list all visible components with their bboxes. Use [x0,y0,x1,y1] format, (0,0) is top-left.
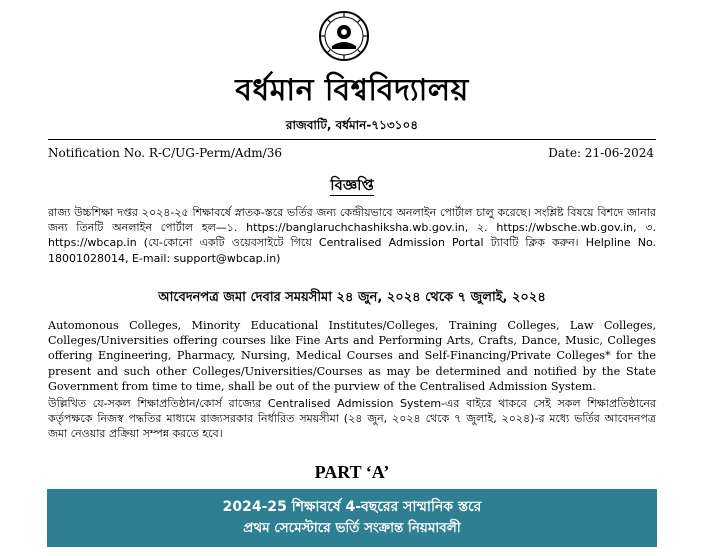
university-seal-icon [318,10,370,62]
intro-paragraph: রাজ্য উচ্চশিক্ষা দপ্তর ২০২৪-২৫ শিক্ষাবর্ষে স্নাতক-স্তরে ভর্তির জন্য কেন্দ্রীয়ভাবে অনলাইন পোর্টাল চালু করেছে। সংশ্লিষ্ট বিষয়ে বিশদে জানার জন্য তিনটি অনলাইন পোর্টাল হল—১. https://banglaruchchashiksha.wb.gov.in, ২. https://wbsche.wb.gov.in, ৩. https://wbcap.in (যে-কোনো একটি ওয়েবসাইটে গিয়ে Centralised Admission Portal ট্যাবটি ক্লিক করুন। Helpline No. 18001028014, E-mail: support@wbcap.in) [48,206,656,265]
part-heading: PART ‘A’ [314,462,390,482]
notification-title-text: বিজ্ঞপ্তি [330,176,374,194]
header-divider [48,139,656,140]
notification-title [0,174,704,199]
banner-line-1: 2024-25 শিক্ষাবর্ষে 4-বছরের সাম্মানিক স্তরে [222,499,482,515]
exclusions-paragraph: Automonous Colleges, Minority Educational Institutes/Colleges, Training Colleges, Law Colleges, Colleges/Universities offering courses like Fine Arts and Performing Arts, Crafts, Dance, Music, Colleges offering Engineering, Pharmacy, Nursing, Medical Courses and Self-Financing/Private Colleges* for the present and such other Colleges/Universities/Courses as may be determined and notified by the State Government from time to time, shall be out of the purview of the Centralised Admission System. [48,319,656,393]
university-name: বর্ধমান বিশ্ববিদ্যালয় [235,73,469,108]
rules-banner [47,489,657,547]
deadline-heading: আবেদনপত্র জমা দেবার সময়সীমা ২৪ জুন, ২০২৪ থেকে ৭ জুলাই, ২০২৪ [158,290,546,305]
university-address: রাজবাটি, বর্ধমান-৭১৩১০৪ [285,118,419,132]
banner-line-2: প্রথম সেমেস্টারে ভর্তি সংক্রান্ত নিয়মাবলী [243,520,461,536]
notification-date: Date: 21-06-2024 [548,146,654,160]
note-paragraph: উল্লিখিত যে-সকল শিক্ষাপ্রতিষ্ঠান/কোর্স রাজ্যের Centralised Admission System-এর বাইরে থাকবে সেই সকল শিক্ষাপ্রতিষ্ঠানের কর্তৃপক্ষকে নিজস্ব পদ্ধতির মাধ্যমে রাজ্যসরকার নির্ধারিত সময়সীমা (২৪ জুন, ২০২৪ থেকে ৭ জুলাই, ২০২৪)-র মধ্যে ভর্তির আবেদনপত্র জমা নেওয়ার প্রক্রিয়া সম্পন্ন করতে হবে। [48,397,656,441]
notification-number: Notification No. R-C/UG-Perm/Adm/36 [48,146,282,160]
